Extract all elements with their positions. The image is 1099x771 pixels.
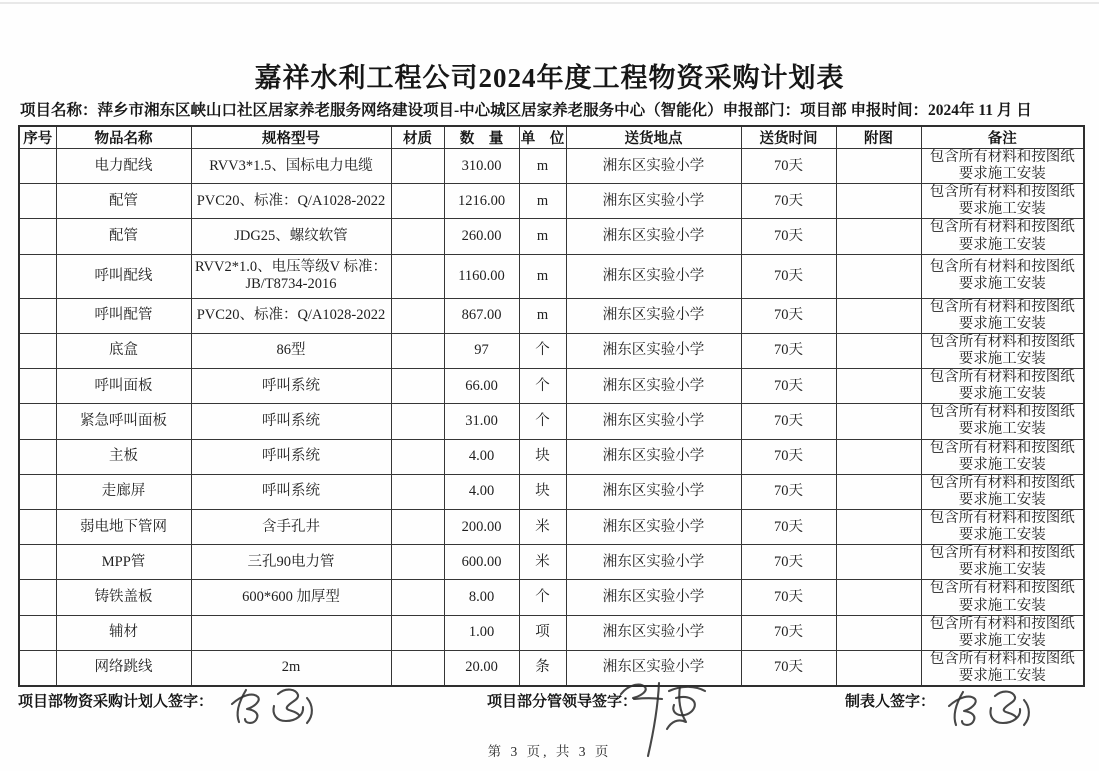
planner-signature-label: 项目部物资采购计划人签字： [18, 694, 214, 710]
cell-location: 湘东区实验小学 [566, 298, 741, 333]
cell-name: 铸铁盖板 [56, 580, 191, 615]
cell-remark: 包含所有材料和按图纸要求施工安装 [921, 404, 1084, 439]
cell-name: 呼叫配线 [56, 254, 191, 298]
cell-unit: 个 [519, 404, 566, 439]
cell-spec: RVV2*1.0、电压等级V 标准：JB/T8734-2016 [191, 254, 391, 298]
cell-location: 湘东区实验小学 [566, 254, 741, 298]
cell-qty: 31.00 [444, 404, 519, 439]
cell-attachment [836, 580, 921, 615]
table-row [19, 184, 1084, 219]
cell-seq [19, 439, 56, 474]
cell-seq [19, 545, 56, 580]
cell-remark: 包含所有材料和按图纸要求施工安装 [921, 369, 1084, 404]
cell-seq [19, 369, 56, 404]
table-row [19, 509, 1084, 544]
table-row [19, 369, 1084, 404]
cell-location: 湘东区实验小学 [566, 545, 741, 580]
cell-unit: 个 [519, 580, 566, 615]
column-header-qty: 数 量 [444, 126, 519, 149]
table-row [19, 545, 1084, 580]
table-row [19, 333, 1084, 368]
cell-material [391, 580, 444, 615]
cell-spec: 呼叫系统 [191, 404, 391, 439]
cell-unit: 个 [519, 369, 566, 404]
cell-material [391, 404, 444, 439]
cell-seq [19, 333, 56, 368]
leader-signature-label: 项目部分管领导签字： [487, 694, 638, 710]
table-row [19, 254, 1084, 298]
cell-time: 70天 [741, 509, 836, 544]
cell-qty: 20.00 [444, 650, 519, 686]
cell-location: 湘东区实验小学 [566, 439, 741, 474]
column-header-unit: 单 位 [519, 126, 566, 149]
cell-remark: 包含所有材料和按图纸要求施工安装 [921, 439, 1084, 474]
column-header-attachment: 附图 [836, 126, 921, 149]
cell-unit: 项 [519, 615, 566, 650]
cell-name: MPP管 [56, 545, 191, 580]
table-row [19, 298, 1084, 333]
cell-time: 70天 [741, 615, 836, 650]
cell-attachment [836, 369, 921, 404]
cell-material [391, 254, 444, 298]
cell-unit: m [519, 149, 566, 184]
cell-remark: 包含所有材料和按图纸要求施工安装 [921, 509, 1084, 544]
cell-spec: 含手孔井 [191, 509, 391, 544]
cell-location: 湘东区实验小学 [566, 219, 741, 254]
cell-qty: 1.00 [444, 615, 519, 650]
cell-location: 湘东区实验小学 [566, 580, 741, 615]
cell-time: 70天 [741, 254, 836, 298]
cell-time: 70天 [741, 580, 836, 615]
cell-material [391, 149, 444, 184]
cell-time: 70天 [741, 219, 836, 254]
cell-spec [191, 615, 391, 650]
cell-remark: 包含所有材料和按图纸要求施工安装 [921, 474, 1084, 509]
cell-seq [19, 149, 56, 184]
cell-material [391, 474, 444, 509]
cell-seq [19, 298, 56, 333]
cell-name: 紧急呼叫面板 [56, 404, 191, 439]
cell-material [391, 545, 444, 580]
cell-spec: 600*600 加厚型 [191, 580, 391, 615]
cell-time: 70天 [741, 439, 836, 474]
cell-location: 湘东区实验小学 [566, 369, 741, 404]
cell-name: 走廊屏 [56, 474, 191, 509]
cell-name: 呼叫配管 [56, 298, 191, 333]
cell-remark: 包含所有材料和按图纸要求施工安装 [921, 184, 1084, 219]
cell-spec: 呼叫系统 [191, 439, 391, 474]
cell-spec: 86型 [191, 333, 391, 368]
cell-location: 湘东区实验小学 [566, 184, 741, 219]
table-row [19, 650, 1084, 686]
cell-remark: 包含所有材料和按图纸要求施工安装 [921, 615, 1084, 650]
page-title: 嘉祥水利工程公司2024年度工程物资采购计划表 [254, 63, 845, 93]
cell-remark: 包含所有材料和按图纸要求施工安装 [921, 650, 1084, 686]
cell-time: 70天 [741, 298, 836, 333]
cell-spec: PVC20、标准：Q/A1028-2022 [191, 298, 391, 333]
cell-seq [19, 254, 56, 298]
table-row [19, 580, 1084, 615]
procurement-table [18, 125, 1085, 687]
cell-qty: 260.00 [444, 219, 519, 254]
cell-unit: m [519, 298, 566, 333]
cell-spec: JDG25、螺纹软管 [191, 219, 391, 254]
cell-qty: 97 [444, 333, 519, 368]
cell-qty: 867.00 [444, 298, 519, 333]
cell-location: 湘东区实验小学 [566, 474, 741, 509]
cell-material [391, 298, 444, 333]
project-info-line: 项目名称：萍乡市湘东区峡山口社区居家养老服务网络建设项目-中心城区居家养老服务中心（智能化）申报部门：项目部 申报时间：2024年 11 月 日 [20, 102, 1032, 119]
cell-spec: 2m [191, 650, 391, 686]
cell-seq [19, 474, 56, 509]
cell-time: 70天 [741, 404, 836, 439]
cell-unit: m [519, 254, 566, 298]
cell-name: 配管 [56, 184, 191, 219]
cell-unit: 个 [519, 333, 566, 368]
cell-unit: m [519, 219, 566, 254]
cell-material [391, 333, 444, 368]
cell-name: 配管 [56, 219, 191, 254]
cell-spec: PVC20、标准：Q/A1028-2022 [191, 184, 391, 219]
cell-material [391, 615, 444, 650]
cell-remark: 包含所有材料和按图纸要求施工安装 [921, 545, 1084, 580]
cell-unit: m [519, 184, 566, 219]
cell-material [391, 219, 444, 254]
cell-attachment [836, 615, 921, 650]
cell-time: 70天 [741, 545, 836, 580]
cell-seq [19, 615, 56, 650]
cell-qty: 4.00 [444, 439, 519, 474]
cell-material [391, 439, 444, 474]
cell-remark: 包含所有材料和按图纸要求施工安装 [921, 219, 1084, 254]
cell-qty: 310.00 [444, 149, 519, 184]
cell-remark: 包含所有材料和按图纸要求施工安装 [921, 298, 1084, 333]
cell-spec: 呼叫系统 [191, 474, 391, 509]
table-row [19, 474, 1084, 509]
cell-qty: 200.00 [444, 509, 519, 544]
cell-seq [19, 509, 56, 544]
cell-location: 湘东区实验小学 [566, 509, 741, 544]
cell-material [391, 650, 444, 686]
column-header-seq: 序号 [19, 126, 56, 149]
column-header-location: 送货地点 [566, 126, 741, 149]
cell-time: 70天 [741, 184, 836, 219]
cell-attachment [836, 474, 921, 509]
cell-time: 70天 [741, 369, 836, 404]
cell-seq [19, 580, 56, 615]
cell-qty: 8.00 [444, 580, 519, 615]
cell-unit: 米 [519, 545, 566, 580]
cell-attachment [836, 254, 921, 298]
cell-attachment [836, 650, 921, 686]
cell-unit: 米 [519, 509, 566, 544]
cell-time: 70天 [741, 474, 836, 509]
cell-name: 底盒 [56, 333, 191, 368]
cell-name: 辅材 [56, 615, 191, 650]
cell-name: 主板 [56, 439, 191, 474]
cell-attachment [836, 509, 921, 544]
cell-location: 湘东区实验小学 [566, 615, 741, 650]
cell-attachment [836, 184, 921, 219]
cell-name: 网络跳线 [56, 650, 191, 686]
cell-remark: 包含所有材料和按图纸要求施工安装 [921, 580, 1084, 615]
cell-qty: 1160.00 [444, 254, 519, 298]
preparer-signature-label: 制表人签字： [845, 694, 936, 710]
cell-name: 弱电地下管网 [56, 509, 191, 544]
cell-location: 湘东区实验小学 [566, 650, 741, 686]
cell-material [391, 184, 444, 219]
cell-spec: 呼叫系统 [191, 369, 391, 404]
cell-qty: 1216.00 [444, 184, 519, 219]
table-row [19, 404, 1084, 439]
planner-signature-handwriting [226, 682, 322, 730]
cell-name: 电力配线 [56, 149, 191, 184]
table-row [19, 149, 1084, 184]
cell-seq [19, 219, 56, 254]
cell-remark: 包含所有材料和按图纸要求施工安装 [921, 254, 1084, 298]
cell-seq [19, 184, 56, 219]
table-row [19, 615, 1084, 650]
cell-name: 呼叫面板 [56, 369, 191, 404]
cell-spec: RVV3*1.5、国标电力电缆 [191, 149, 391, 184]
cell-location: 湘东区实验小学 [566, 149, 741, 184]
cell-unit: 块 [519, 474, 566, 509]
cell-qty: 66.00 [444, 369, 519, 404]
cell-material [391, 509, 444, 544]
preparer-signature-handwriting [942, 684, 1038, 734]
cell-qty: 4.00 [444, 474, 519, 509]
column-header-name: 物品名称 [56, 126, 191, 149]
cell-attachment [836, 333, 921, 368]
column-header-time: 送货时间 [741, 126, 836, 149]
cell-attachment [836, 545, 921, 580]
cell-seq [19, 404, 56, 439]
column-header-remark: 备注 [921, 126, 1084, 149]
table-header-row [19, 126, 1084, 149]
cell-time: 70天 [741, 650, 836, 686]
cell-spec: 三孔90电力管 [191, 545, 391, 580]
cell-seq [19, 650, 56, 686]
cell-time: 70天 [741, 333, 836, 368]
cell-remark: 包含所有材料和按图纸要求施工安装 [921, 149, 1084, 184]
table-row [19, 439, 1084, 474]
cell-attachment [836, 149, 921, 184]
cell-location: 湘东区实验小学 [566, 404, 741, 439]
cell-unit: 条 [519, 650, 566, 686]
cell-attachment [836, 298, 921, 333]
cell-attachment [836, 439, 921, 474]
cell-attachment [836, 404, 921, 439]
cell-unit: 块 [519, 439, 566, 474]
cell-attachment [836, 219, 921, 254]
column-header-material: 材质 [391, 126, 444, 149]
column-header-spec: 规格型号 [191, 126, 391, 149]
scan-edge-artifact [0, 2, 1099, 4]
page-number: 第 3 页, 共 3 页 [487, 744, 612, 759]
table-row [19, 219, 1084, 254]
cell-qty: 600.00 [444, 545, 519, 580]
cell-remark: 包含所有材料和按图纸要求施工安装 [921, 333, 1084, 368]
cell-time: 70天 [741, 149, 836, 184]
cell-location: 湘东区实验小学 [566, 333, 741, 368]
cell-material [391, 369, 444, 404]
